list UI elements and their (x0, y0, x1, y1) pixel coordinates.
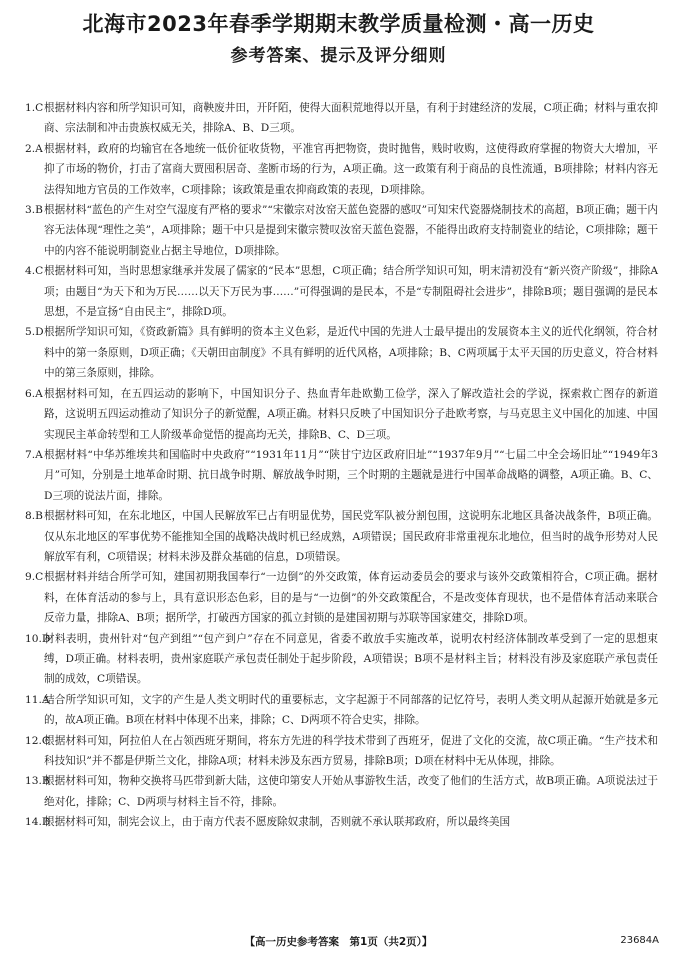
answer-number: 9.C (25, 571, 44, 584)
answer-item (22, 445, 658, 506)
answer-number: 12.C (25, 734, 50, 747)
answer-number: 14.D (25, 816, 51, 829)
answer-number: 8.B (25, 510, 43, 523)
answer-explanation: 根据材料可知，制宪会议上，由于南方代表不愿废除奴隶制，否则就不承认联邦政府，所以最终美国 (44, 816, 511, 829)
answer-explanation: 根据材料可知，物种交换将马匹带到新大陆，这使印第安人开始从事游牧生活，改变了他们的生活方式，故B项正确。A项说法过于绝对化，排除；C、D两项与材料主旨不符，排除。 (44, 775, 658, 808)
answer-item (22, 629, 658, 690)
answer-number: 1.C (25, 102, 44, 114)
answer-explanation: 根据材料可知，阿拉伯人在占领西班牙期间，将东方先进的科学技术带到了西班牙，促进了文化的交流，故C项正确。“生产技术和科技知识”并不都是伊斯兰文化，排除A项；材料未涉及东西方贸易，排除B项；D项在材料中无从体现，排除。 (44, 734, 658, 767)
answer-list (22, 98, 658, 833)
answer-item (22, 506, 658, 567)
answer-number: 6.A (25, 387, 43, 400)
answer-explanation: 根据材料内容和所学知识可知，商鞅废井田，开阡陌，使得大面积荒地得以开垦，有利于封建经济的发展，C项正确；材料与重农抑商、宗法制和冲击贵族权威无关，排除A、B、D三项。 (44, 102, 658, 135)
page-title: 北海市2023年春季学期期末教学质量检测・高一历史 (82, 12, 595, 36)
answer-item (22, 567, 658, 628)
answer-item (22, 261, 658, 322)
page-footer: 【高一历史参考答案 第1页（共2页）】 (244, 936, 433, 948)
answer-item (22, 771, 658, 812)
answer-item (22, 200, 658, 261)
answer-item (22, 731, 658, 772)
answer-explanation: 根据材料并结合所学可知，建国初期我国奉行“一边倒”的外交政策，体育运动委员会的要求与该外交政策相符合，C项正确。据材料，在体育活动的参与上，具有意识形态色彩，目的是与“一边倒”的外交政策配合，不是改变体育现状，也不是借体育活动来联合反帝力量，排除A、B项；据所学，打破西方国家的孤立封锁的是建国初期与苏联等国家建交，排除D项。 (44, 571, 658, 625)
answer-explanation: 根据所学知识可知，《资政新篇》具有鲜明的资本主义色彩，是近代中国的先进人士最早提出的发展资本主义的近代化纲领，符合材料中的第一条原则，D项正确；《天朝田亩制度》不具有鲜明的近代风格，A项排除；B、C两项属于太平天国的历史意义，符合材料中的第三条原则，排除。 (44, 326, 658, 380)
answer-number: 13.B (25, 775, 50, 788)
answer-explanation: 根据材料“蓝色的产生对空气湿度有严格的要求”“宋徽宗对汝窑天蓝色瓷器的感叹”可知宋代瓷器烧制技术的高超，B项正确；题干内容无法体现“理性之美”，A项排除；题干中只是提到宋徽宗赞叹汝窑天蓝色瓷器，不能得出政府支持制瓷业的结论，C项排除；题干中的内容不能说明制瓷业占据主导地位，D项排除。 (44, 204, 658, 257)
document-code: 23684A (620, 935, 659, 946)
page-subtitle: 参考答案、提示及评分细则 (230, 46, 447, 66)
answer-item (22, 812, 658, 832)
answer-item (22, 322, 658, 383)
answer-number: 4.C (25, 265, 44, 278)
answer-explanation: 材料表明，贵州针对“包产到组”“包产到户”存在不同意见，省委不敢放手实施改革，说明农村经济体制改革受到了一定的思想束缚，D项正确。材料表明，贵州家庭联产承包责任制处于起步阶段，A项错误；B项不是材料主旨；材料没有涉及家庭联产承包责任制的成效，C项错误。 (44, 632, 658, 686)
answer-number: 3.B (25, 204, 43, 217)
answer-item (22, 139, 658, 200)
answer-explanation: 根据材料可知，在东北地区，中国人民解放军已占有明显优势，国民党军队被分割包围，这说明东北地区具备决战条件，B项正确。仅从东北地区的军事优势不能推知全国的战略决战时机已经成熟，A项错误；国民政府非常重视东北地位，但当时的战争形势对人民解放军有利，C项错误；材料未涉及群众基础的信息，D项错误。 (44, 510, 658, 563)
answer-number: 7.A (25, 448, 43, 461)
answer-number: 11.A (25, 693, 50, 706)
answer-explanation: 根据材料可知，在五四运动的影响下，中国知识分子、热血青年赴欧勤工俭学，深入了解改造社会的学说，探索救亡图存的新道路，这说明五四运动推动了知识分子的新觉醒，A项正确。材料只反映了中国知识分子赴欧考察，与马克思主义中国化的加速、中国实现民主革命转型和工人阶级革命觉悟的提高均无关，排除B、C、D三项。 (44, 387, 658, 441)
answer-number: 2.A (25, 142, 43, 155)
answer-number: 5.D (25, 326, 44, 339)
answer-explanation: 根据材料可知，当时思想家继承并发展了儒家的“民本”思想，C项正确；结合所学知识可知，明末清初没有“新兴资产阶级”，排除A项；由题目“为天下和为万民……以天下万民为事……”可得强调的是民本，不是“专制阻碍社会进步”，排除B项；题目强调的是民本思想，不是宣扬“自由民主”，排除D项。 (44, 265, 658, 319)
answer-item (22, 690, 658, 731)
answer-item (22, 98, 658, 139)
answer-explanation: 根据材料“中华苏维埃共和国临时中央政府”“1931年11月”“陕甘宁边区政府旧址”“1937年9月”“七届二中全会场旧址”“1949年3月”可知，分别是土地革命时期、抗日战争时期、解放战争时期，三个时期的主题就是进行中国革命战略的调整，A项正确。B、C、D三项的说法片面，排除。 (44, 448, 658, 502)
answer-item (22, 384, 658, 445)
answer-explanation: 结合所学知识可知，文字的产生是人类文明时代的重要标志，文字起源于不同部落的记忆符号，表明人类文明从起源开始就是多元的，故A项正确。B项在材料中体现不出来，排除；C、D两项不符合史实，排除。 (44, 693, 658, 727)
answer-number: 10.D (25, 632, 51, 645)
answer-explanation: 根据材料，政府的均输官在各地统一低价征收货物，平准官再把物资，贵时抛售，贱时收购，这使得政府掌握的物资大大增加，平抑了市场的物价，打击了富商大贾囤积居奇、垄断市场的行为，A项正确。这一政策有利于商品的良性流通，B项排除；材料内容无法得知地方官员的工作效率，C项排除；该政策是重农抑商政策的表现，D项排除。 (44, 142, 658, 196)
